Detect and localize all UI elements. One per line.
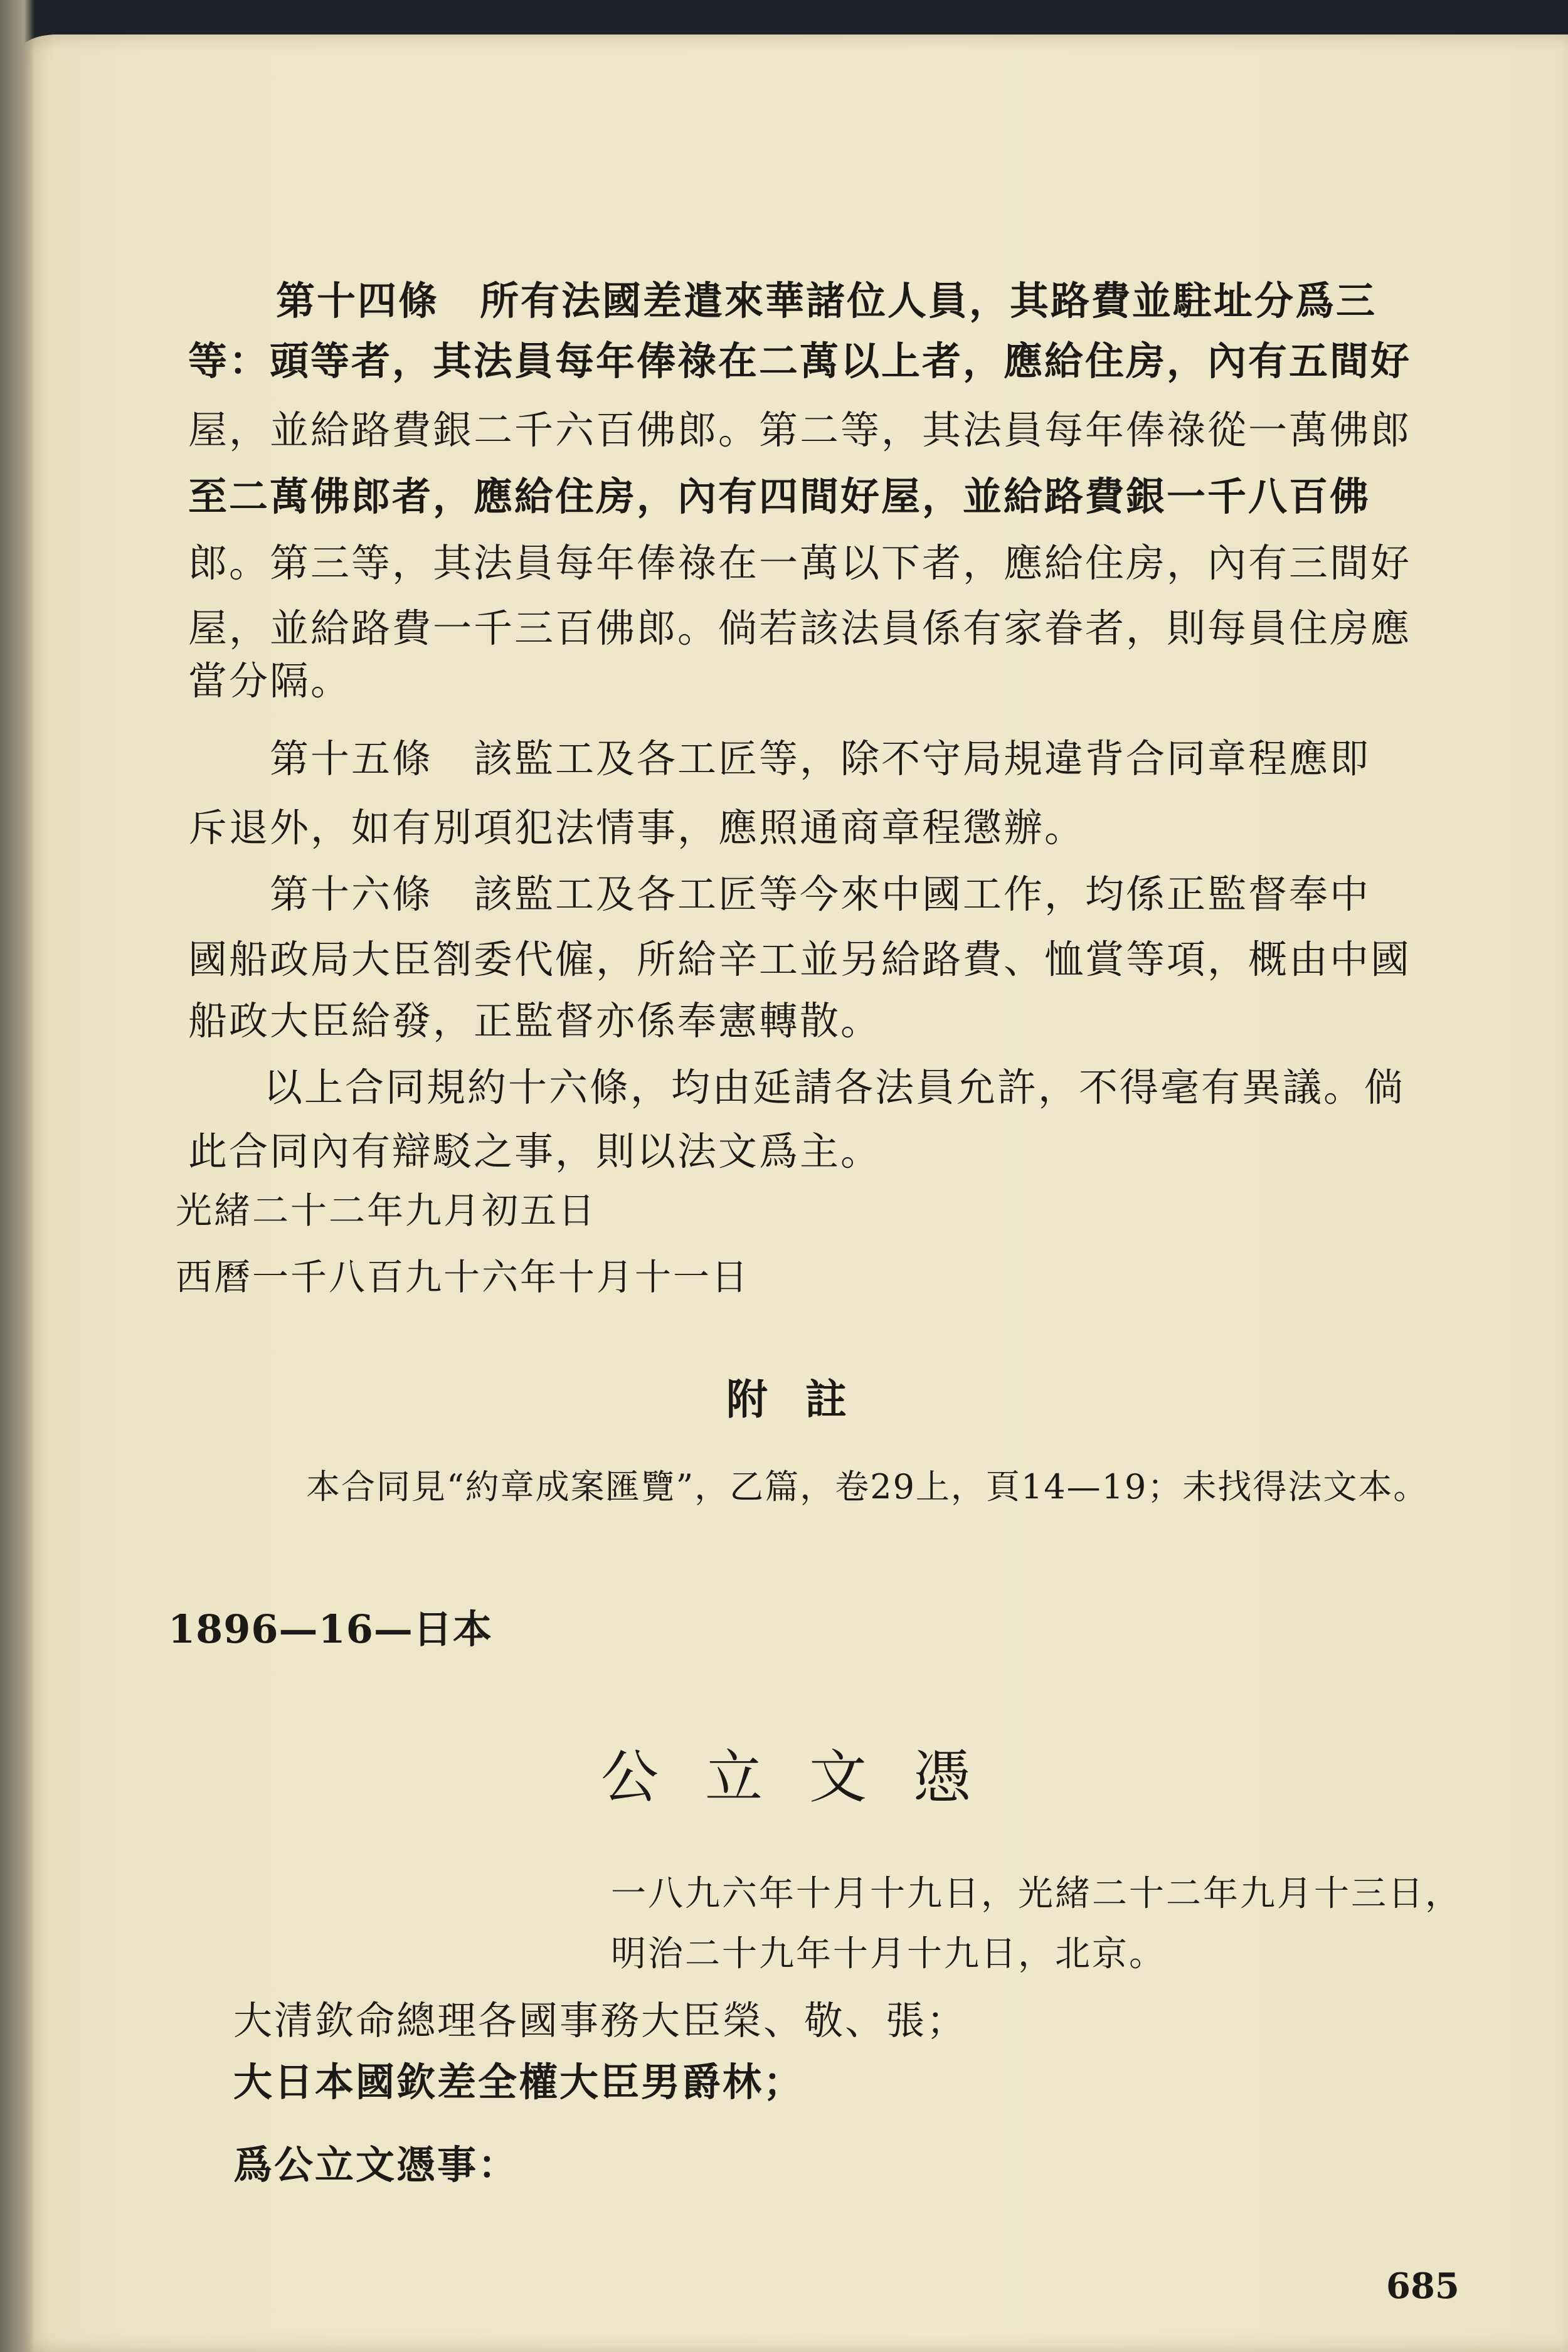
note-title: 附註: [726, 1375, 884, 1424]
article-15-line-1: 第十五條 該監工及各工匠等，除不守局規違背合同章程應即: [270, 736, 1371, 781]
section-body-line-3: 爲公立文憑事：: [233, 2142, 519, 2188]
article-15-line-2: 斥退外，如有別項犯法情事，應照通商章程懲辦。: [188, 805, 1086, 850]
section-body-line-1: 大清欽命總理各國事務大臣榮、敬、張；: [233, 1998, 968, 2043]
article-14-line-5: 郎。第三等，其法員每年俸祿在一萬以下者，應給住房，內有三間好: [188, 540, 1412, 586]
article-14-line-6: 屋，並給路費一千三百佛郎。倘若該法員係有家眷者，則每員住房應: [188, 605, 1412, 651]
document-title: 公立文憑: [601, 1744, 1018, 1811]
article-16-line-3: 船政大臣給發，正監督亦係奉憲轉散。: [188, 998, 882, 1044]
article-14-line-4: 至二萬佛郎者，應給住房，內有四間好屋，並給路費銀一千八百佛: [188, 474, 1371, 519]
closing-line-2: 此合同內有辯駁之事，則以法文爲主。: [188, 1128, 882, 1174]
date-guangxu: 光緒二十二年九月初五日: [176, 1189, 597, 1232]
section-date-line-2: 明治二十九年十月十九日，北京。: [611, 1934, 1166, 1974]
section-id: 1896—16—日本: [168, 1606, 492, 1652]
section-body-line-2: 大日本國欽差全權大臣男爵林；: [233, 2059, 805, 2105]
page-number: 685: [1386, 2265, 1459, 2307]
date-western: 西曆一千八百九十六年十月十一日: [176, 1256, 750, 1298]
article-14-line-2: 等：頭等者，其法員每年俸祿在二萬以上者，應給住房，內有五間好: [188, 338, 1412, 384]
note-text: 本合同見“約章成案匯覽”，乙篇，卷29上，頁14—19；未找得法文本。: [306, 1467, 1429, 1507]
closing-line-1: 以上合同規約十六條，均由延請各法員允許，不得毫有異議。倘: [263, 1064, 1406, 1110]
article-16-line-2: 國船政局大臣劄委代僱，所給辛工並另給路費、恤賞等項，概由中國: [188, 936, 1412, 982]
article-14-line-1: 第十四條 所有法國差遣來華諸位人員，其路費並駐址分爲三: [276, 278, 1377, 324]
section-date-line-1: 一八九六年十月十九日，光緒二十二年九月十三日，: [611, 1873, 1462, 1914]
article-14-line-3: 屋，並給路費銀二千六百佛郎。第二等，其法員每年俸祿從一萬佛郎: [188, 407, 1412, 453]
article-14-line-7: 當分隔。: [188, 658, 352, 704]
article-16-line-1: 第十六條 該監工及各工匠等今來中國工作，均係正監督奉中: [270, 871, 1371, 917]
